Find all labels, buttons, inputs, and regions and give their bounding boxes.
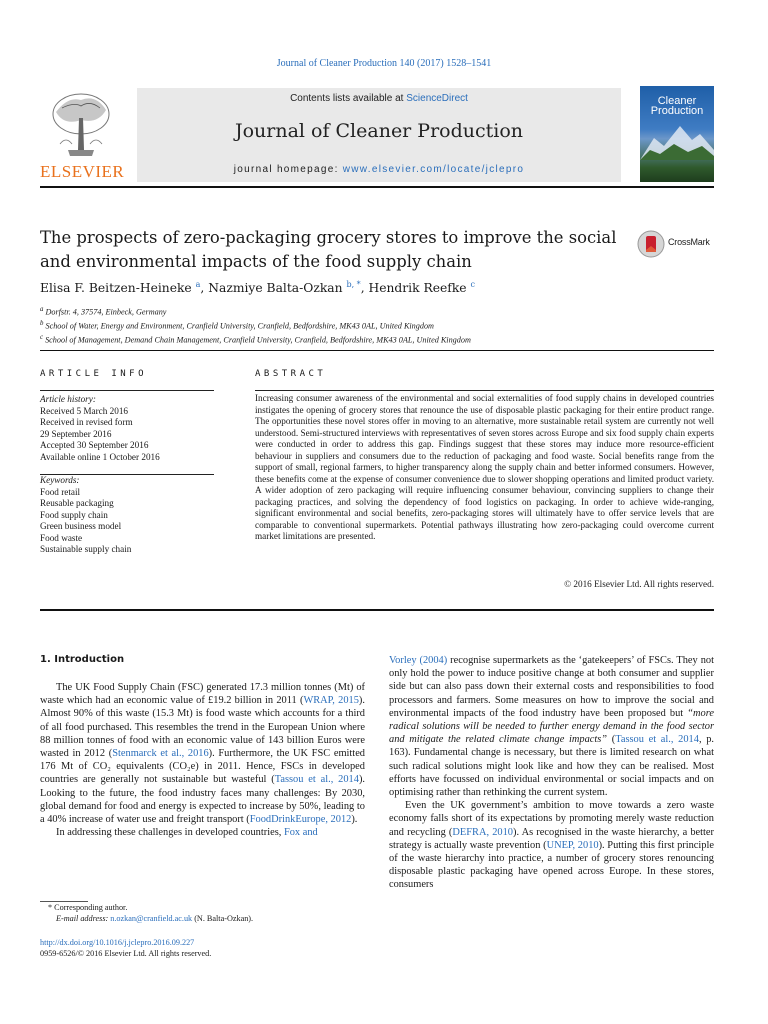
body-column-right [389, 654, 714, 892]
citation-link[interactable]: Vorley (2004) [389, 655, 448, 666]
author-affiliation-marker[interactable]: a [195, 280, 201, 289]
quoted-text: “more radical solutions will be needed to further energy demand in the food sector and mitigate the related climate change impacts” [389, 707, 714, 746]
history-item: Accepted 30 September 2016 [40, 440, 149, 450]
elsevier-wordmark: ELSEVIER [40, 162, 125, 181]
homepage-prefix: journal homepage: [233, 164, 343, 175]
author-affiliation-marker[interactable]: c [470, 280, 475, 289]
author-list: Elisa F. Beitzen-Heineke $^a$, Nazmiye Balta-Ozkan $^{b, *}$, Hendrik Reefke $^c$ [40, 280, 475, 296]
affiliation-text: School of Management, Demand Chain Management, Cranfield University, Cranfield, Bedfordshire, MK43 0AL, United Kingdom [45, 336, 471, 346]
paragraph [40, 826, 365, 839]
cover-title [640, 96, 714, 116]
keyword-item: Sustainable supply chain [40, 544, 132, 554]
keywords-label: Keywords: [40, 475, 80, 485]
author-affiliation-marker[interactable]: b, * [346, 280, 361, 289]
citation-link[interactable]: UNEP, 2010 [546, 839, 599, 851]
body-column-left [40, 681, 365, 839]
keywords [40, 475, 216, 556]
email-suffix: (N. Balta-Ozkan). [192, 914, 254, 923]
paragraph-text: ( [607, 734, 616, 746]
paragraph-text: , p. 163). Fundamental change is necessary, but there is limited research on what such radical solutions might look like and how they can be realised. Most efforts have focussed on individual environmental or social impacts and on optimising rather than rethinking the current system. [389, 734, 714, 799]
affiliation-item [40, 318, 720, 332]
paragraph-text: ). Furthermore, the UK FSC emitted 176 Mt of CO₂ equivalents (CO₂e) in 2011. Hence, FSCs in developed countries are generally not sustainable but wasteful ( [40, 748, 366, 786]
abstract-text: Increasing consumer awareness of the environmental and social externalities of food supply chains in developed countries instigates the opening of grocery stores that renounce the use of disposable plastic packaging for their entire product range. The opportunities these novel stores offer in moving to an alternative, more sustainable retail system are currently not well understood. Semi-structured interviews with representatives of seven stores across Europe and six food supply chain experts were conducted in order to address this gap. Findings suggest that these stores may induce more resource-efficient behaviour in suppliers and consumers due to the reduction of packaging and food waste. Social benefits range from the support of small, regional farmers, to higher transparency along the supply chain and better informed consumers. However, these benefits come at the expense of consumer convenience due to slower shopping operations and limited product variety. A wider adoption of zero packaging will require influencing consumer behaviour, convincing suppliers to change their packaging practices, and solving the dependency of food logistics on packaging. In order to achieve wide-ranging, significant environmental and social benefits, zero-packaging stores will ultimately have to offer service levels that are comparable to conventional supermarkets. Potential pathways illustrating how zero-packaging could overcome current market limitations are presented. [255, 393, 714, 541]
paragraph-text: ). Almost 90% of this waste (15.3 Mt) is food waste which accounts for a third of all food purchased. This resembles the trend in the European Union where 88 million tonnes of food with an economic value of 143 billion Euros were wasted in 2012 ( [40, 695, 365, 760]
affiliation-text: School of Water, Energy and Environment, Cranfield University, Cranfield, Bedfordshire, MK43 0AL, United Kingdom [45, 321, 434, 331]
crossmark-icon [637, 230, 665, 258]
keyword-item: Food supply chain [40, 509, 108, 520]
paragraph-text: The UK Food Supply Chain (FSC) generated 17.3 million tonnes (Mt) of waste which had an economic value of £19.2 billion in 2011 ( [40, 682, 365, 707]
homepage-line [137, 164, 621, 175]
cover-title-line2: Production [650, 105, 704, 117]
history-item: 29 September 2016 [40, 428, 112, 439]
history-item: Received 5 March 2016 [40, 405, 129, 416]
footnote [40, 902, 253, 924]
sciencedirect-link[interactable]: ScienceDirect [406, 93, 468, 104]
citation-link[interactable]: DEFRA, 2010 [452, 826, 513, 838]
crossmark-badge[interactable] [637, 228, 717, 260]
affiliation-marker: c [40, 334, 44, 342]
header-rule [40, 186, 714, 188]
paragraph-text: ). As recognised in the waste hierarchy, a better strategy is actually waste prevention ( [389, 826, 714, 851]
email-line [40, 913, 253, 924]
author-name[interactable]: Hendrik Reefke [368, 281, 467, 296]
contents-prefix: Contents lists available at [290, 93, 407, 104]
doi-link[interactable]: http://dx.doi.org/10.1016/j.jclepro.2016.09.227 [40, 938, 195, 947]
affiliation-text: Dorfstr. 4, 37574, Einbeck, Germany [45, 307, 167, 317]
paragraph-text: In addressing these challenges in developed countries, [56, 827, 284, 839]
elsevier-logo[interactable] [40, 90, 125, 182]
paragraph [40, 681, 365, 826]
keyword-item: Reusable packaging [40, 498, 114, 508]
abstract-end-rule [40, 609, 714, 611]
citation-link[interactable]: Stenmarck et al., 2016 [112, 748, 209, 760]
affiliations-rule [40, 350, 714, 351]
section-heading-introduction: 1. Introduction [40, 654, 125, 665]
affiliation-marker: a [40, 306, 44, 313]
article-info-rule [40, 390, 214, 391]
elsevier-tree-icon [48, 90, 114, 160]
abstract-rule [255, 390, 714, 391]
abstract-heading: ABSTRACT [255, 369, 327, 379]
paragraph-text: ). Putting this first principle of the waste hierarchy into practice, a number of grocery stores renouncing disposable plastic packaging have opened across Europe. In these stores, consumers [389, 839, 714, 891]
affiliations [40, 304, 720, 347]
journal-cover-image[interactable] [640, 86, 714, 182]
email-link[interactable]: n.ozkan@cranfield.ac.uk [110, 914, 193, 923]
citation-link[interactable]: FoodDrinkEurope, 2012 [249, 814, 352, 826]
affiliation-item [40, 304, 720, 318]
article-info-heading: ARTICLE INFO [40, 369, 148, 379]
cover-title-line1: Cleaner [657, 95, 697, 107]
corresponding-author-note: * Corresponding author. [48, 903, 128, 912]
author-name[interactable]: Elisa F. Beitzen-Heineke [40, 281, 192, 296]
paragraph-text: recognise supermarkets as the ‘gatekeepers’ of FSCs. They not only hold the power to induce positive change at both consumer and supplier side but can also pass down their external costs and responsibilities to food processors and farmers. Some measures on how to improve the social and environmental impacts of the food industry have been proposed but [389, 655, 714, 719]
affiliation-item [40, 332, 720, 346]
article-title: The prospects of zero-packaging grocery stores to improve the social and environmental impacts of the food supply chain [40, 228, 617, 271]
citation-link[interactable]: WRAP, 2015 [303, 695, 359, 707]
citation-link[interactable]: Tassou et al., 2014 [274, 774, 359, 786]
keyword-item: Food waste [40, 532, 83, 543]
doi-block [40, 937, 211, 959]
citation-link[interactable]: Fox and [283, 827, 318, 839]
crossmark-label: CrossMark [668, 237, 710, 247]
citation-link[interactable]: Tassou et al., 2014 [615, 734, 699, 746]
paragraph-text: ). Looking to the future, the food industry faces many challenges: By 2030, global demand for food and energy is expected to increase by 50%, leading to a 40% increase of water use and freight transport ( [40, 774, 365, 826]
cover-mountain-icon [640, 120, 714, 160]
article-history [40, 394, 216, 463]
paragraph [389, 799, 714, 891]
issn-line: 0959-6526/© 2016 Elsevier Ltd. All rights reserved. [40, 949, 212, 958]
paragraph-text: Even the UK government’s ambition to move towards a zero waste economy falls short of its expectations by promoting merely waste reduction and recycling ( [389, 800, 714, 838]
paragraph [389, 654, 714, 799]
contents-line [137, 93, 621, 104]
author-name[interactable]: Nazmiye Balta-Ozkan [208, 281, 343, 296]
history-item: Available online 1 October 2016 [40, 451, 160, 462]
paragraph-text: ). [351, 814, 358, 826]
citation-line[interactable]: Journal of Cleaner Production 140 (2017) 1528–1541 [276, 58, 492, 69]
keyword-item: Green business model [40, 521, 122, 531]
history-label: Article history: [40, 394, 96, 404]
history-item: Received in revised form [40, 417, 133, 427]
keyword-item: Food retail [40, 486, 81, 497]
abstract-copyright: © 2016 Elsevier Ltd. All rights reserved. [564, 579, 714, 589]
journal-header-box [137, 88, 621, 182]
affiliation-marker: b [40, 320, 44, 328]
email-label: E-mail address: [56, 914, 111, 923]
homepage-link[interactable]: www.elsevier.com/locate/jclepro [342, 164, 525, 175]
journal-title[interactable]: Journal of Cleaner Production [234, 120, 524, 142]
